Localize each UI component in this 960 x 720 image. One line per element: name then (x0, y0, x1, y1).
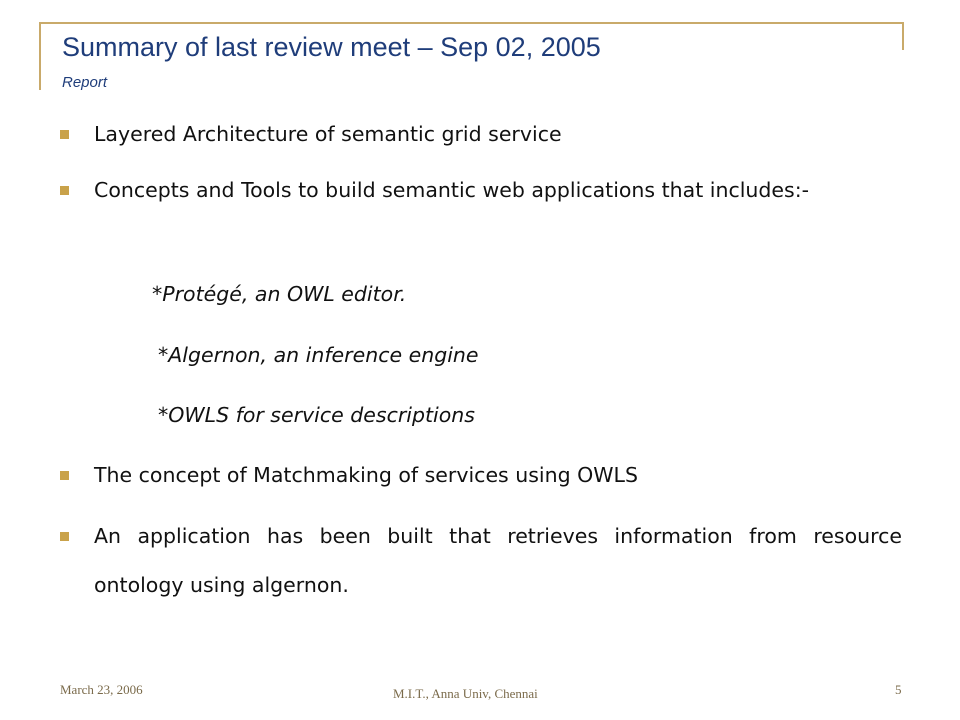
footer-date: March 23, 2006 (60, 682, 143, 697)
frame-left-line (39, 22, 41, 90)
frame-top-line (39, 22, 904, 24)
bullet-text: An application has been built that retrieves information from resource ontology using algernon. (94, 524, 902, 597)
square-bullet-icon (60, 471, 69, 480)
footer-organization: M.I.T., Anna Univ, Chennai (393, 686, 538, 701)
sub-item: *Protégé, an OWL editor. (152, 282, 407, 306)
square-bullet-icon (60, 186, 69, 195)
square-bullet-icon (60, 130, 69, 139)
slide-title: Summary of last review meet – Sep 02, 2005 (62, 32, 601, 62)
bullet-text: The concept of Matchmaking of services using OWLS (94, 463, 638, 487)
slide-subtitle: Report (62, 74, 108, 91)
sub-item: *Algernon, an inference engine (158, 343, 479, 367)
sub-item: *OWLS for service descriptions (158, 403, 475, 427)
bullet-text: Concepts and Tools to build semantic web applications that includes:- (94, 178, 810, 202)
bullet-text: Layered Architecture of semantic grid service (94, 122, 562, 146)
page-number: 5 (895, 682, 902, 697)
square-bullet-icon (60, 532, 69, 541)
frame-right-line (902, 22, 904, 50)
